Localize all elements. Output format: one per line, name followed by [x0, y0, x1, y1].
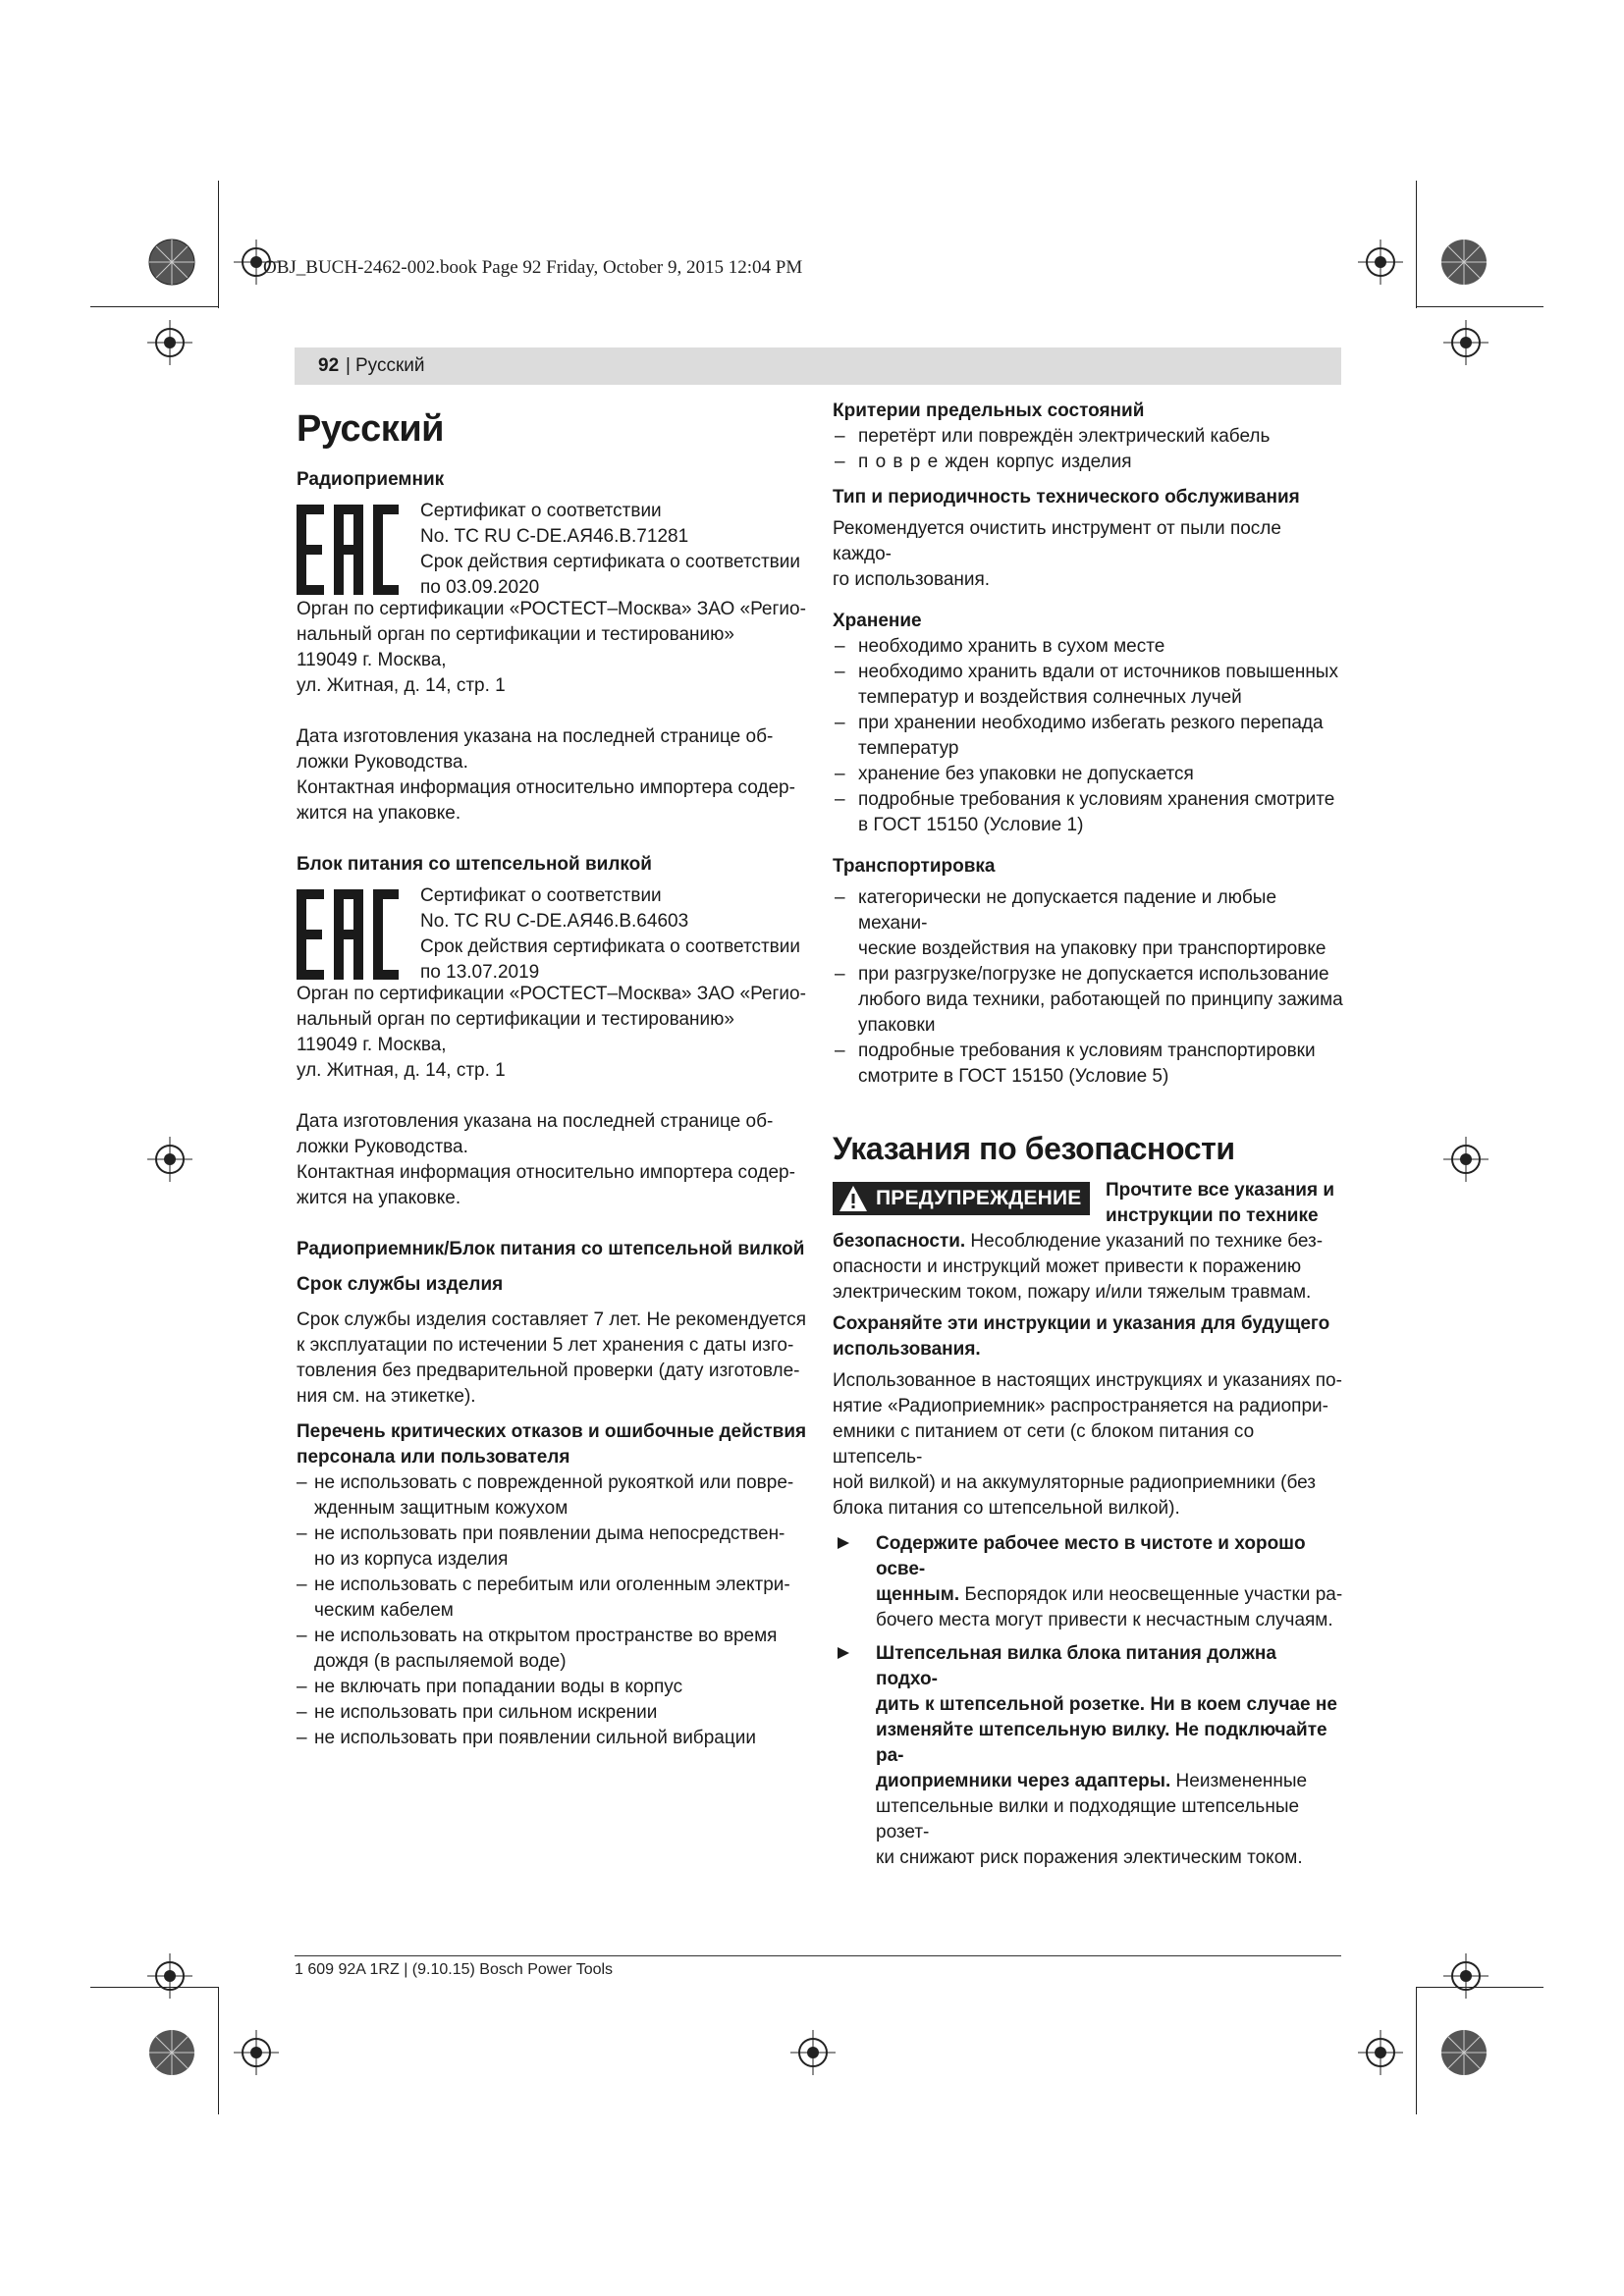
item-line: – перетёрт или повреждён электрический кабель — [858, 426, 1271, 447]
crop-mark — [1416, 1987, 1543, 1988]
heading-line: персонала или пользователя — [297, 1447, 570, 1468]
page-number: 92 — [318, 355, 340, 376]
heading-line: использования. — [833, 1339, 981, 1360]
transport-heading: Транспортировка — [833, 856, 996, 877]
eac-mark-icon — [297, 889, 399, 980]
storage-list — [833, 634, 1343, 838]
text-line: емники с питанием от сети (с блоком питания со штепсель- — [833, 1421, 1255, 1468]
item-line: температур — [858, 738, 959, 759]
list-item — [297, 1700, 807, 1726]
text-line: ния см. на этикетке). — [297, 1386, 476, 1407]
maintenance-heading: Тип и периодичность технического обслуживания — [833, 487, 1300, 507]
bullet-text: штепсельные вилки и подходящие штепсельные розет- — [876, 1796, 1300, 1842]
registration-star-icon — [147, 238, 196, 287]
heading-line: Перечень критических отказов и ошибочные действия — [297, 1421, 807, 1442]
triangle-bullet-icon — [837, 1536, 850, 1550]
warning-text: опасности и инструкций может привести к поражению — [833, 1256, 1302, 1277]
warning-bold: безопасности. — [833, 1231, 966, 1252]
bullet-bold: Содержите рабочее место в чистоте и хорошо осве- — [876, 1533, 1306, 1579]
triangle-bullet-icon — [837, 1646, 850, 1660]
crosshair-target-icon — [147, 1953, 192, 1999]
item-line: – подробные требования к условиям транспортировки — [858, 1041, 1316, 1061]
text-line: Орган по сертификации «РОСТЕСТ–Москва» ЗАО «Регио- — [297, 599, 806, 619]
crosshair-target-icon — [790, 2030, 836, 2075]
text-line: жится на упаковке. — [297, 803, 461, 824]
item-line: – не использовать с перебитым или оголенным электри- — [314, 1575, 790, 1595]
list-item — [833, 660, 1343, 711]
psu-certificate-text — [420, 883, 800, 986]
crosshair-target-icon — [147, 320, 192, 365]
item-line: но из корпуса изделия — [314, 1549, 509, 1570]
item-line: – не использовать при появлении дыма непосредствен- — [314, 1523, 785, 1544]
crosshair-target-icon — [1358, 2030, 1403, 2075]
text-line: Контактная информация относительно импортера содер- — [297, 1162, 795, 1183]
item-line: – при хранении необходимо избегать резкого перепада — [858, 713, 1324, 733]
page-title: Русский — [297, 408, 445, 450]
list-item — [833, 962, 1343, 1039]
crop-mark — [218, 181, 219, 308]
text-line: жится на упаковке. — [297, 1188, 461, 1208]
item-line: – не использовать на открытом пространстве во время — [314, 1626, 778, 1646]
text-line: ул. Житная, д. 14, стр. 1 — [297, 1060, 506, 1081]
cert-validity: по 03.09.2020 — [420, 577, 540, 598]
page-header — [295, 347, 1341, 385]
item-line: в ГОСТ 15150 (Условие 1) — [858, 815, 1084, 835]
warning-triangle-icon — [839, 1185, 868, 1212]
page-footer: 1 609 92A 1RZ | (9.10.15) Bosch Power Tools — [295, 1961, 614, 1978]
text-line: нятие «Радиоприемник» распространяется на радиопри- — [833, 1396, 1328, 1416]
warning-line: инструкции по технике — [1106, 1205, 1319, 1226]
combo-heading: Радиоприемник/Блок питания со штепсельной вилкой — [297, 1239, 805, 1259]
cert-number: No. TC RU C-DE.АЯ46.В.71281 — [420, 526, 689, 547]
bullet-bold: диоприемники через адаптеры. — [876, 1771, 1171, 1791]
failures-heading — [297, 1419, 807, 1470]
bullet-text: бочего места могут привести к несчастным случаям. — [876, 1610, 1333, 1630]
item-line: дождя (в распыляемой воде) — [314, 1651, 567, 1672]
item-line: – не использовать при сильном искрении — [314, 1702, 658, 1723]
cert-line: Сертификат о соответствии — [420, 885, 662, 906]
warning-line: Прочтите все указания и — [1106, 1180, 1335, 1201]
text-line: 119049 г. Москва, — [297, 650, 447, 670]
footer-divider — [295, 1955, 1341, 1956]
item-line: – не использовать с поврежденной рукояткой или повре- — [314, 1472, 794, 1493]
warning-side-text — [1106, 1178, 1334, 1229]
list-item — [833, 424, 1343, 450]
text-line: ной вилкой) и на аккумуляторные радиоприемники (без — [833, 1472, 1316, 1493]
service-life-heading: Срок службы изделия — [297, 1274, 504, 1295]
list-item — [833, 762, 1343, 787]
text-line: товления без предварительной проверки (дату изготовле- — [297, 1361, 800, 1381]
item-line: ческие воздействия на упаковку при транспортировке — [858, 938, 1326, 959]
item-line: – не включать при попадании воды в корпус — [314, 1677, 683, 1697]
text-line: ложки Руководства. — [297, 752, 468, 773]
text-line: Использованное в настоящих инструкциях и указаниях по- — [833, 1370, 1342, 1391]
safety-bullets — [833, 1531, 1343, 1871]
list-item — [833, 1531, 1343, 1633]
bullet-text: Беспорядок или неосвещенные участки ра- — [959, 1584, 1343, 1605]
item-line: – п о в р е жден корпус изделия — [858, 452, 1132, 472]
keep-instructions-heading — [833, 1311, 1343, 1362]
crop-mark — [1416, 1987, 1417, 2114]
radio-certificate — [297, 499, 807, 597]
failures-list — [297, 1470, 807, 1751]
bullet-text: ки снижают риск поражения электическим током. — [876, 1847, 1303, 1868]
radio-heading: Радиоприемник — [297, 469, 445, 490]
page-header-section: Русский — [355, 355, 425, 376]
crosshair-target-icon — [1358, 240, 1403, 285]
list-item — [833, 787, 1343, 838]
warning-text: электрическим током, пожару и/или тяжелым травмам. — [833, 1282, 1312, 1303]
text-line: Срок службы изделия составляет 7 лет. Не рекомендуется — [297, 1309, 806, 1330]
crosshair-target-icon — [1443, 320, 1489, 365]
item-line: – хранение без упаковки не допускается — [858, 764, 1194, 784]
crosshair-target-icon — [1443, 1953, 1489, 1999]
text-line: Рекомендуется очистить инструмент от пыли после каждо- — [833, 518, 1281, 564]
crop-mark — [218, 1987, 219, 2114]
warning-continuation — [833, 1229, 1343, 1255]
cert-line: Срок действия сертификата о соответствии — [420, 552, 800, 572]
text-line: нальный орган по сертификации и тестированию» — [297, 624, 734, 645]
safety-title: Указания по безопасности — [833, 1131, 1235, 1166]
list-item — [297, 1470, 807, 1522]
crosshair-target-icon — [147, 1137, 192, 1182]
heading-line: Сохраняйте эти инструкции и указания для будущего — [833, 1313, 1330, 1334]
left-column — [297, 406, 807, 1751]
item-line: ческим кабелем — [314, 1600, 454, 1621]
item-line: – необходимо хранить вдали от источников повышенных — [858, 662, 1338, 682]
psu-heading: Блок питания со штепсельной вилкой — [297, 854, 652, 875]
item-line: – не использовать при появлении сильной вибрации — [314, 1728, 756, 1748]
limit-states-list — [833, 424, 1343, 475]
warning-badge — [833, 1182, 1090, 1215]
crop-mark — [1416, 181, 1417, 308]
list-item — [833, 450, 1343, 475]
item-line: смотрите в ГОСТ 15150 (Условие 5) — [858, 1066, 1169, 1087]
item-line: температур и воздействия солнечных лучей — [858, 687, 1242, 708]
list-item — [833, 634, 1343, 660]
text-line: ложки Руководства. — [297, 1137, 468, 1157]
list-item — [297, 1522, 807, 1573]
item-line: – необходимо хранить в сухом месте — [858, 636, 1165, 657]
radio-certificate-text — [420, 499, 800, 601]
warning-text: Несоблюдение указаний по технике без- — [965, 1231, 1324, 1252]
list-item — [297, 1726, 807, 1751]
registration-star-icon — [147, 2028, 196, 2077]
list-item — [833, 1641, 1343, 1871]
list-item — [833, 885, 1343, 962]
limit-states-heading: Критерии предельных состояний — [833, 400, 1145, 421]
text-line: 119049 г. Москва, — [297, 1035, 447, 1055]
list-item — [833, 711, 1343, 762]
right-column — [833, 399, 1343, 1871]
cert-number: No. TC RU C-DE.АЯ46.В.64603 — [420, 911, 689, 932]
bullet-bold: изменяйте штепсельную вилку. Не подключайте ра- — [876, 1720, 1327, 1766]
storage-heading: Хранение — [833, 611, 922, 631]
item-line: – категорически не допускается падение и любые механи- — [858, 887, 1277, 934]
registration-star-icon — [1439, 238, 1489, 287]
list-item — [297, 1675, 807, 1700]
text-line: нальный орган по сертификации и тестированию» — [297, 1009, 734, 1030]
cert-validity: по 13.07.2019 — [420, 962, 540, 983]
list-item — [297, 1573, 807, 1624]
bullet-bold: щенным. — [876, 1584, 960, 1605]
text-line: Дата изготовления указана на последней странице об- — [297, 1111, 774, 1132]
text-line: го использования. — [833, 569, 991, 590]
text-line: Дата изготовления указана на последней странице об- — [297, 726, 774, 747]
item-line: упаковки — [858, 1015, 936, 1036]
registration-star-icon — [1439, 2028, 1489, 2077]
text-line: блока питания со штепсельной вилкой). — [833, 1498, 1180, 1519]
text-line: Контактная информация относительно импортера содер- — [297, 777, 795, 798]
page-header-separator: | — [346, 355, 351, 376]
crop-mark — [1416, 306, 1543, 307]
psu-certificate — [297, 883, 807, 982]
item-line: жденным защитным кожухом — [314, 1498, 568, 1519]
bullet-bold: дить к штепсельной розетке. Ни в коем случае не — [876, 1694, 1337, 1715]
item-line: любого вида техники, работающей по принципу зажима — [858, 989, 1343, 1010]
bullet-text: Неизмененные — [1170, 1771, 1308, 1791]
text-line: ул. Житная, д. 14, стр. 1 — [297, 675, 506, 696]
crop-mark — [90, 1987, 218, 1988]
item-line: – подробные требования к условиям хранения смотрите — [858, 789, 1335, 810]
cert-line: Срок действия сертификата о соответствии — [420, 936, 800, 957]
transport-list — [833, 885, 1343, 1090]
cert-line: Сертификат о соответствии — [420, 501, 662, 521]
list-item — [297, 1624, 807, 1675]
warning-row — [833, 1178, 1343, 1229]
item-line: – при разгрузке/погрузке не допускается использование — [858, 964, 1329, 985]
list-item — [833, 1039, 1343, 1090]
warning-label: ПРЕДУПРЕЖДЕНИЕ — [876, 1187, 1082, 1209]
crop-mark — [90, 306, 218, 307]
bullet-bold: Штепсельная вилка блока питания должна подхо- — [876, 1643, 1276, 1689]
crosshair-target-icon — [1443, 1137, 1489, 1182]
text-line: Орган по сертификации «РОСТЕСТ–Москва» ЗАО «Регио- — [297, 984, 806, 1004]
file-header: OBJ_BUCH-2462-002.book Page 92 Friday, October 9, 2015 12:04 PM — [263, 257, 803, 278]
eac-mark-icon — [297, 505, 399, 595]
text-line: к эксплуатации по истечении 5 лет хранения с даты изго- — [297, 1335, 794, 1356]
crosshair-target-icon — [234, 2030, 279, 2075]
